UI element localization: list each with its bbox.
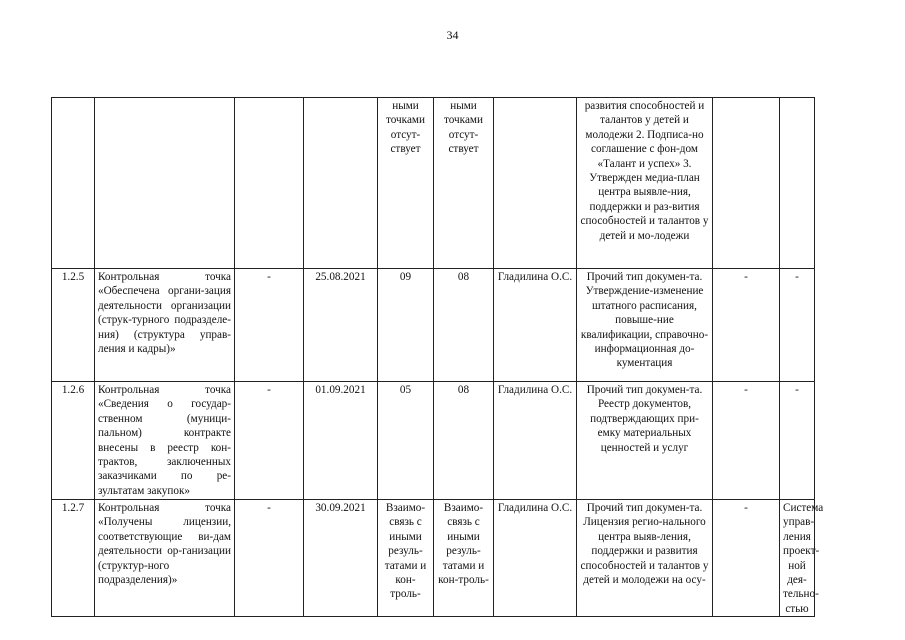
cell-c5: ными точками отсут-ствует: [378, 98, 434, 269]
cell-c9: -: [713, 269, 780, 382]
control-point-name: [95, 98, 235, 269]
document-type: развития способностей и талантов у детей и молодежи 2. Подписа-но соглашение с фон-дом «Талант и успех» 3. Утвержден медиа-план центра выявле-ния, поддержки и раз-вития способностей и талантов у детей и мо-лодежи: [577, 98, 713, 269]
table-row: [52, 98, 815, 269]
deadline-date: 25.08.2021: [304, 269, 378, 382]
table-row: [52, 382, 815, 500]
control-point-name: Контрольная точка «Обеспечена органи-зация деятельности организации (струк-турного подразделе-ния) (структура управ-ления и кадры)»: [95, 269, 235, 382]
cell-c3: [235, 98, 304, 269]
cell-c6: 08: [434, 382, 494, 500]
row-number: 1.2.6: [52, 382, 95, 500]
cell-c5: 09: [378, 269, 434, 382]
page-number: 34: [446, 28, 459, 42]
table-row: [52, 500, 815, 617]
deadline-date: [304, 98, 378, 269]
cell-c9: -: [713, 382, 780, 500]
cell-c5: 05: [378, 382, 434, 500]
row-number: 1.2.5: [52, 269, 95, 382]
cell-c10: -: [780, 382, 815, 500]
responsible-person: [494, 98, 577, 269]
cell-c6: ными точками отсут-ствует: [434, 98, 494, 269]
cell-c9: [713, 98, 780, 269]
document-type: Прочий тип докумен-та. Утверждение-изменение штатного расписания, повыше-ние квалификации, справочно-информационная до-кументация: [577, 269, 713, 382]
responsible-person: Гладилина О.С.: [494, 500, 577, 617]
responsible-person: Гладилина О.С.: [494, 269, 577, 382]
cell-c3: -: [235, 269, 304, 382]
cell-c6: Взаимо-связь с иными резуль-татами и кон-троль-: [434, 500, 494, 617]
cell-c5: Взаимо-связь с иными резуль-татами и кон-троль-: [378, 500, 434, 617]
row-number: 1.2.7: [52, 500, 95, 617]
document-type: Прочий тип докумен-та. Реестр документов, подтверждающих при-емку материальных ценностей и услуг: [577, 382, 713, 500]
deadline-date: 01.09.2021: [304, 382, 378, 500]
control-points-table: [51, 97, 824, 617]
responsible-person: Гладилина О.С.: [494, 382, 577, 500]
table-row: [52, 269, 815, 382]
row-number: [52, 98, 95, 269]
cell-c9: -: [713, 500, 780, 617]
cell-c10: Система управ-ления проект-ной дея-тельно-стью: [780, 500, 815, 617]
deadline-date: 30.09.2021: [304, 500, 378, 617]
control-point-name: Контрольная точка «Получены лицензии, соответствующие ви-дам деятельности ор-ганизации (структур-ного подразделения)»: [95, 500, 235, 617]
cell-c6: 08: [434, 269, 494, 382]
cell-c10: [780, 98, 815, 269]
cell-c3: -: [235, 500, 304, 617]
control-point-name: Контрольная точка «Сведения о государ-ственном (муници-пальном) контракте внесены в реестр кон-трактов, заключенных заказчиками по ре-зультатам закупок»: [95, 382, 235, 500]
cell-c3: -: [235, 382, 304, 500]
document-type: Прочий тип докумен-та. Лицензия регио-нального центра выяв-ления, поддержки и развития способностей и талантов у детей и молодежи на осу-: [577, 500, 713, 617]
cell-c10: -: [780, 269, 815, 382]
